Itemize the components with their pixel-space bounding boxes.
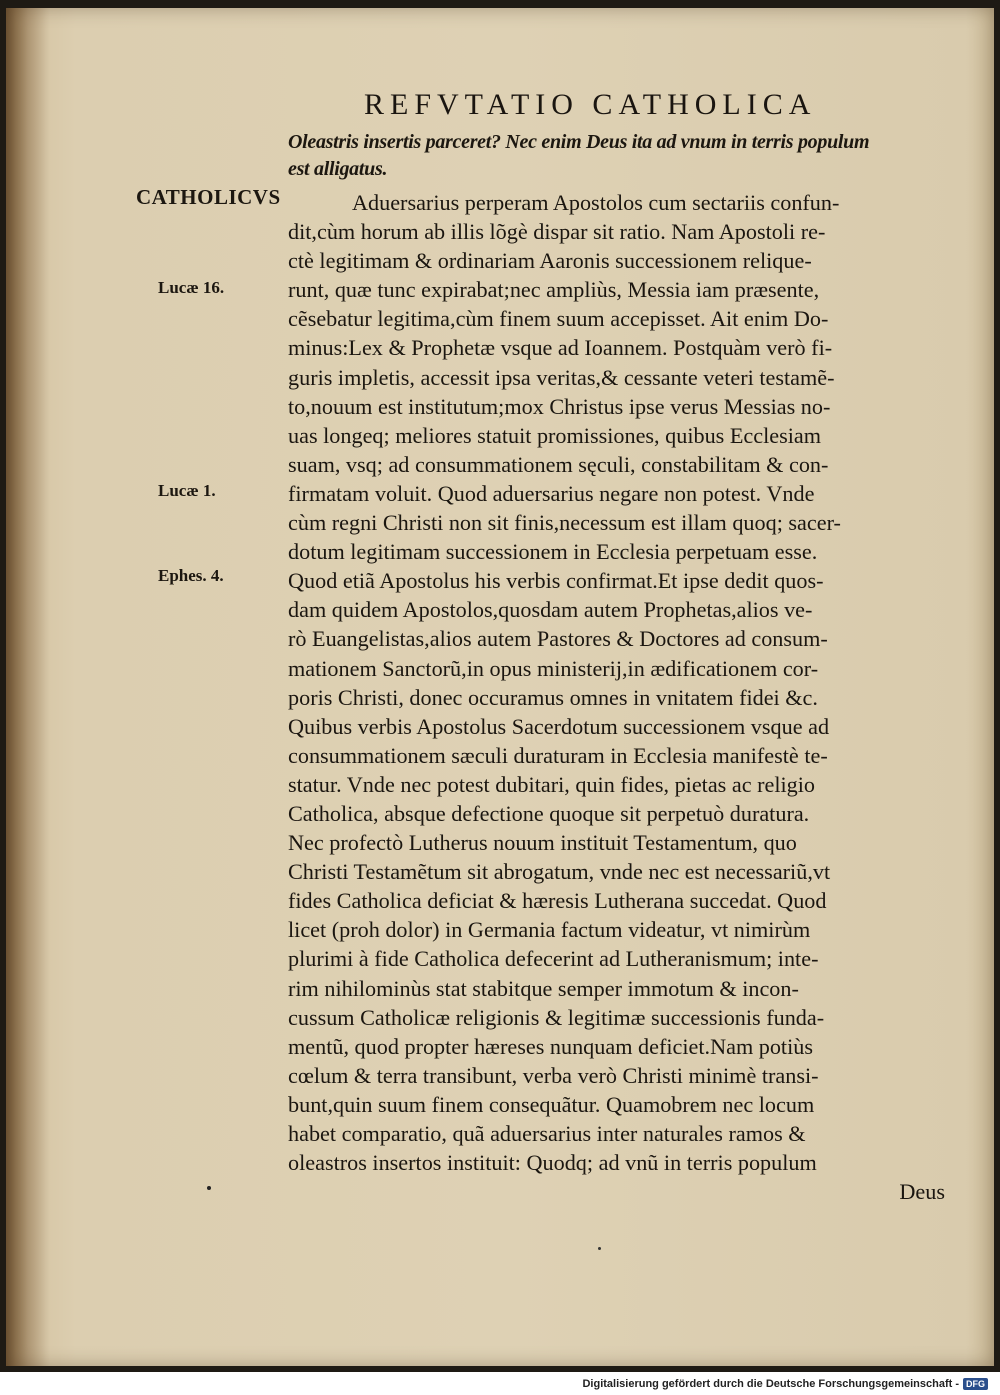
text-line: cussum Catholicæ religionis & legitimæ successionis funda- bbox=[288, 1004, 825, 1030]
ink-speck bbox=[598, 1247, 601, 1250]
margin-reference: Lucæ 1. bbox=[158, 481, 216, 500]
text-line: runt, quæ tunc expirabat;nec ampliùs, Messia iam præsente, bbox=[288, 277, 820, 303]
text-line: plurimi à fide Catholica defecerint ad Lutheranismum; inte- bbox=[288, 946, 819, 972]
text-line: rò Euangelistas,alios autem Pastores & Doctores ad consum- bbox=[288, 626, 828, 652]
speaker-label: CATHOLICVS bbox=[136, 185, 281, 209]
text-line: mentũ, quod propter hæreses nunquam deficiet.Nam potiùs bbox=[288, 1033, 813, 1059]
text-line: to,nouum est institutum;mox Christus ipse verus Messias no- bbox=[288, 393, 831, 419]
text-line: dam quidem Apostolos,quosdam autem Prophetas,alios ve- bbox=[288, 597, 813, 623]
text-line: Christi Testamẽtum sit abrogatum, vnde nec est necessariũ,vt bbox=[288, 859, 831, 885]
text-line: Aduersarius perperam Apostolos cum sectariis confun- bbox=[352, 190, 840, 215]
text-line: licet (proh dolor) in Germania factum videatur, vt nimirùm bbox=[288, 917, 811, 943]
text-line: rim nihilominùs stat stabitque semper immotum & incon- bbox=[288, 975, 799, 1001]
text-line: statur. Vnde nec potest dubitari, quin fides, pietas ac religio bbox=[288, 771, 816, 797]
text-line: Quod etiã Apostolus his verbis confirmat.Et ipse dedit quos- bbox=[288, 568, 824, 594]
text-line: mationem Sanctorũ,in opus ministerij,in ædificationem cor- bbox=[288, 655, 819, 681]
digitization-footer bbox=[582, 1376, 988, 1392]
text-line: guris impletis, accessit ipsa veritas,& cessante veteri testamẽ- bbox=[288, 364, 835, 390]
text-line: fides Catholica deficiat & hæresis Lutherana succedat. Quod bbox=[288, 888, 827, 914]
text-line: consummationem sæculi duraturam in Ecclesia manifestè te- bbox=[288, 742, 828, 768]
text-line: dit,cùm horum ab illis lõgè dispar sit ratio. Nam Apostoli re- bbox=[288, 219, 826, 245]
text-line: est alligatus. bbox=[288, 158, 388, 180]
catchword: Deus bbox=[899, 1179, 945, 1205]
text-line: ctè legitimam & ordinariam Aaronis successionem relique- bbox=[288, 248, 812, 274]
text-line: Oleastris insertis parceret? Nec enim Deus ita ad vnum in terris populum bbox=[288, 131, 870, 153]
text-line: uas longeq; meliores statuit promissiones, quibus Ecclesiam bbox=[288, 422, 822, 448]
margin-reference: Ephes. 4. bbox=[158, 566, 224, 585]
text-line: suam, vsq; ad consummationem sęculi, constabilitam & con- bbox=[288, 451, 829, 477]
text-line: Nec profectò Lutherus nouum instituit Testamentum, quo bbox=[288, 830, 797, 856]
text-line: dotum legitimam successionem in Ecclesia perpetuam esse. bbox=[288, 539, 818, 565]
running-head: REFVTATIO CATHOLICA bbox=[364, 88, 817, 121]
italic-quotation bbox=[288, 129, 968, 183]
text-line: habet comparatio, quã aduersarius inter naturales ramos & bbox=[288, 1121, 806, 1146]
footer-text: Digitalisierung gefördert durch die Deutsche Forschungsgemeinschaft - bbox=[582, 1378, 959, 1390]
text-line: bunt,quin suum finem consequãtur. Quamobrem nec locum bbox=[288, 1091, 815, 1117]
ink-speck bbox=[207, 1186, 211, 1190]
text-line: Quibus verbis Apostolus Sacerdotum successionem vsque ad bbox=[288, 713, 830, 739]
margin-reference: Lucæ 16. bbox=[158, 278, 225, 297]
text-line: minus:Lex & Prophetæ vsque ad Ioannem. Postquàm verò fi- bbox=[288, 335, 833, 361]
dfg-logo-icon[interactable]: DFG bbox=[963, 1378, 988, 1390]
body-text bbox=[288, 188, 963, 1206]
text-line: cùm regni Christi non sit finis,necessum est illam quoq; sacer- bbox=[288, 510, 841, 536]
text-line: firmatam voluit. Quod aduersarius negare non potest. Vnde bbox=[288, 480, 815, 506]
text-line: oleastros insertos instituit: Quodq; ad vnũ in terris populum bbox=[288, 1150, 817, 1176]
text-line: Catholica, absque defectione quoque sit perpetuò duratura. bbox=[288, 800, 810, 826]
text-line: poris Christi, donec occuramus omnes in vnitatem fidei &c. bbox=[288, 684, 818, 710]
text-line: cẽsebatur legitima,cùm finem suum accepisset. Ait enim Do- bbox=[288, 306, 829, 332]
text-line: cœlum & terra transibunt, verba verò Christi minimè transi- bbox=[288, 1062, 819, 1088]
